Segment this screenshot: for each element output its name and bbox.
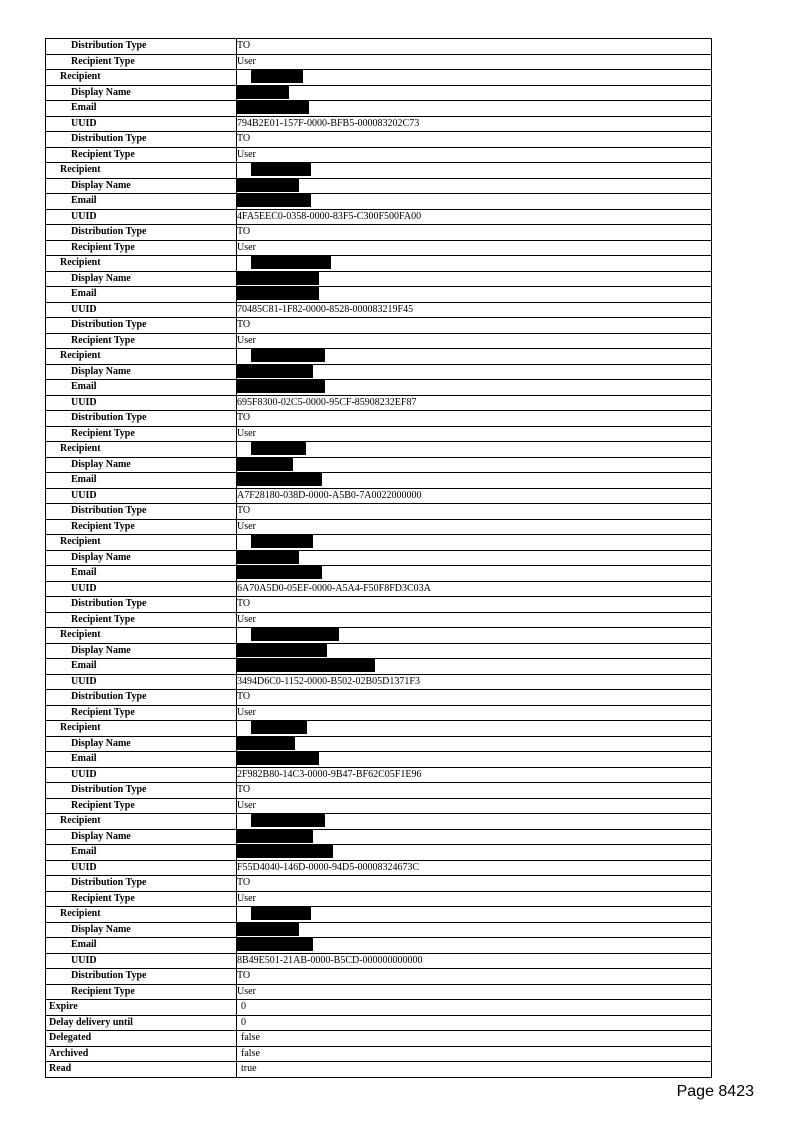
redaction-bar — [251, 70, 303, 83]
redaction-bar — [237, 86, 289, 99]
row-label: UUID — [46, 302, 237, 318]
table-row — [46, 860, 712, 876]
row-value — [237, 380, 712, 396]
row-value — [237, 566, 712, 582]
row-label: Display Name — [46, 457, 237, 473]
redaction-bar — [237, 380, 325, 393]
table-row — [46, 659, 712, 675]
redaction-bar — [237, 473, 322, 486]
table-row — [46, 767, 712, 783]
redaction-bar — [237, 365, 313, 378]
row-label: Display Name — [46, 829, 237, 845]
table-row — [46, 721, 712, 737]
row-value — [237, 922, 712, 938]
row-label: Distribution Type — [46, 690, 237, 706]
row-label: Recipient Type — [46, 984, 237, 1000]
row-value — [237, 194, 712, 210]
row-label: Recipient Type — [46, 891, 237, 907]
table-row — [46, 101, 712, 117]
redaction-bar — [237, 179, 299, 192]
row-value: TO — [237, 690, 712, 706]
table-row — [46, 876, 712, 892]
row-value: 0 — [237, 1015, 712, 1031]
table-row — [46, 674, 712, 690]
row-value — [237, 752, 712, 768]
redaction-bar — [237, 101, 309, 114]
table-row — [46, 1000, 712, 1016]
row-label: Recipient Type — [46, 798, 237, 814]
row-value — [237, 736, 712, 752]
redaction-bar — [237, 923, 299, 936]
redaction-bar — [237, 845, 333, 858]
redaction-bar — [251, 349, 325, 362]
row-label: Recipient Type — [46, 705, 237, 721]
redaction-bar — [237, 830, 313, 843]
redaction-bar — [237, 566, 322, 579]
row-label: Distribution Type — [46, 225, 237, 241]
table-row — [46, 907, 712, 923]
row-label: Email — [46, 659, 237, 675]
row-value: TO — [237, 318, 712, 334]
redaction-bar — [251, 628, 339, 641]
table-row — [46, 349, 712, 365]
row-value: TO — [237, 783, 712, 799]
row-value — [237, 550, 712, 566]
redaction-bar — [237, 737, 295, 750]
row-value — [237, 829, 712, 845]
table-row — [46, 147, 712, 163]
row-label: Email — [46, 287, 237, 303]
row-label: Email — [46, 194, 237, 210]
page-number: Page 8423 — [676, 1083, 754, 1100]
row-value — [237, 814, 712, 830]
row-label: Recipient Type — [46, 612, 237, 628]
row-label: Recipient Type — [46, 147, 237, 163]
redaction-bar — [251, 535, 313, 548]
row-value — [237, 907, 712, 923]
row-label: Display Name — [46, 85, 237, 101]
row-value: 4FA5EEC0-0358-0000-83F5-C300F500FA00 — [237, 209, 712, 225]
row-value — [237, 938, 712, 954]
redaction-bar — [251, 907, 311, 920]
row-value — [237, 457, 712, 473]
table-row — [46, 457, 712, 473]
table-row — [46, 85, 712, 101]
row-label: Email — [46, 845, 237, 861]
row-value — [237, 163, 712, 179]
row-label: UUID — [46, 767, 237, 783]
row-label: Distribution Type — [46, 969, 237, 985]
row-label: Distribution Type — [46, 876, 237, 892]
table-row — [46, 922, 712, 938]
table-row — [46, 54, 712, 70]
row-label: Display Name — [46, 178, 237, 194]
table-row — [46, 752, 712, 768]
table-row — [46, 1031, 712, 1047]
row-label: UUID — [46, 209, 237, 225]
row-value — [237, 535, 712, 551]
redaction-bar — [251, 721, 307, 734]
row-value — [237, 349, 712, 365]
table-row — [46, 736, 712, 752]
row-label: UUID — [46, 395, 237, 411]
table-row — [46, 1062, 712, 1078]
row-label: Email — [46, 938, 237, 954]
row-label: Email — [46, 566, 237, 582]
table-row — [46, 209, 712, 225]
row-value: TO — [237, 597, 712, 613]
row-value — [237, 70, 712, 86]
redaction-bar — [237, 194, 311, 207]
table-row — [46, 566, 712, 582]
row-value — [237, 721, 712, 737]
table-row — [46, 535, 712, 551]
table-row — [46, 271, 712, 287]
row-label: Recipient Type — [46, 426, 237, 442]
table-row — [46, 132, 712, 148]
redaction-bar — [237, 644, 327, 657]
row-value — [237, 643, 712, 659]
row-label: Distribution Type — [46, 318, 237, 334]
row-label: Email — [46, 101, 237, 117]
table-row — [46, 783, 712, 799]
table-row — [46, 256, 712, 272]
row-value: TO — [237, 876, 712, 892]
redaction-bar — [237, 551, 299, 564]
row-label: Expire — [46, 1000, 237, 1016]
row-value: TO — [237, 132, 712, 148]
row-label: Distribution Type — [46, 783, 237, 799]
table-row — [46, 488, 712, 504]
row-value — [237, 287, 712, 303]
table-row — [46, 287, 712, 303]
redaction-bar — [251, 163, 311, 176]
redaction-bar — [237, 458, 293, 471]
row-label: Display Name — [46, 643, 237, 659]
table-row — [46, 380, 712, 396]
row-label: Delegated — [46, 1031, 237, 1047]
row-value: false — [237, 1046, 712, 1062]
row-value — [237, 442, 712, 458]
table-row — [46, 690, 712, 706]
row-label: Email — [46, 473, 237, 489]
table-row — [46, 984, 712, 1000]
row-value — [237, 473, 712, 489]
table-row — [46, 364, 712, 380]
table-row — [46, 473, 712, 489]
row-label: Distribution Type — [46, 597, 237, 613]
row-label: UUID — [46, 581, 237, 597]
table-row — [46, 70, 712, 86]
redaction-bar — [237, 287, 319, 300]
row-value — [237, 85, 712, 101]
row-label: Recipient Type — [46, 240, 237, 256]
row-value: 3494D6C0-1152-0000-B502-02B05D1371F3 — [237, 674, 712, 690]
redaction-bar — [237, 938, 313, 951]
row-value — [237, 628, 712, 644]
table-row — [46, 550, 712, 566]
row-value: F55D4040-146D-0000-94D5-00008324673C — [237, 860, 712, 876]
table-row — [46, 581, 712, 597]
table-row — [46, 333, 712, 349]
row-label: UUID — [46, 674, 237, 690]
row-label: Display Name — [46, 364, 237, 380]
row-value — [237, 659, 712, 675]
table-row — [46, 1015, 712, 1031]
row-label: Recipient Type — [46, 333, 237, 349]
table-row — [46, 426, 712, 442]
table-row — [46, 628, 712, 644]
row-value: User — [237, 240, 712, 256]
row-value: 6A70A5D0-05EF-0000-A5A4-F50F8FD3C03A — [237, 581, 712, 597]
row-value: 794B2E01-157F-0000-BFB5-000083202C73 — [237, 116, 712, 132]
row-value: User — [237, 891, 712, 907]
row-label: UUID — [46, 953, 237, 969]
redaction-bar — [251, 814, 325, 827]
row-value: User — [237, 705, 712, 721]
redaction-bar — [251, 442, 306, 455]
row-value: User — [237, 54, 712, 70]
row-label: Distribution Type — [46, 132, 237, 148]
table-row — [46, 938, 712, 954]
table-row — [46, 178, 712, 194]
table-row — [46, 829, 712, 845]
table-row — [46, 395, 712, 411]
table-row — [46, 318, 712, 334]
row-value — [237, 364, 712, 380]
row-value: TO — [237, 969, 712, 985]
table-row — [46, 845, 712, 861]
row-value: User — [237, 426, 712, 442]
row-label: Recipient Type — [46, 519, 237, 535]
row-label: Email — [46, 380, 237, 396]
row-value: 70485C81-1F82-0000-8528-000083219F45 — [237, 302, 712, 318]
row-value: TO — [237, 411, 712, 427]
table-row — [46, 519, 712, 535]
table-row — [46, 240, 712, 256]
table-row — [46, 302, 712, 318]
row-value — [237, 271, 712, 287]
row-label: Recipient — [46, 256, 237, 272]
row-value: User — [237, 333, 712, 349]
row-value — [237, 178, 712, 194]
row-value: User — [237, 519, 712, 535]
redaction-bar — [237, 752, 319, 765]
table-row — [46, 116, 712, 132]
row-label: Read — [46, 1062, 237, 1078]
row-label: Display Name — [46, 271, 237, 287]
row-value: 695F8300-02C5-0000-95CF-85908232EF87 — [237, 395, 712, 411]
redaction-bar — [251, 256, 331, 269]
table-row — [46, 1046, 712, 1062]
table-row — [46, 953, 712, 969]
table-row — [46, 225, 712, 241]
row-value: TO — [237, 504, 712, 520]
table-row — [46, 597, 712, 613]
row-value: User — [237, 798, 712, 814]
row-label: Recipient — [46, 907, 237, 923]
properties-table — [45, 38, 712, 1078]
table-row — [46, 411, 712, 427]
row-value: A7F28180-038D-0000-A5B0-7A0022000000 — [237, 488, 712, 504]
row-value: User — [237, 984, 712, 1000]
row-value — [237, 101, 712, 117]
row-value: User — [237, 612, 712, 628]
row-value: true — [237, 1062, 712, 1078]
row-value: 8B49E501-21AB-0000-B5CD-000000000000 — [237, 953, 712, 969]
table-row — [46, 39, 712, 55]
row-label: Display Name — [46, 922, 237, 938]
table-row — [46, 814, 712, 830]
row-label: Recipient — [46, 814, 237, 830]
row-label: Recipient — [46, 163, 237, 179]
row-label: Recipient — [46, 442, 237, 458]
properties-table-body — [46, 39, 712, 1078]
row-label: Recipient — [46, 628, 237, 644]
row-label: Recipient — [46, 721, 237, 737]
row-value — [237, 845, 712, 861]
table-row — [46, 643, 712, 659]
row-label: Distribution Type — [46, 411, 237, 427]
row-label: UUID — [46, 488, 237, 504]
row-value: 2F982B80-14C3-0000-9B47-BF62C05F1E96 — [237, 767, 712, 783]
row-value — [237, 256, 712, 272]
row-label: Recipient Type — [46, 54, 237, 70]
row-value: TO — [237, 39, 712, 55]
row-label: UUID — [46, 860, 237, 876]
row-label: Distribution Type — [46, 39, 237, 55]
table-row — [46, 891, 712, 907]
table-row — [46, 194, 712, 210]
table-row — [46, 705, 712, 721]
table-row — [46, 798, 712, 814]
table-row — [46, 612, 712, 628]
row-value: 0 — [237, 1000, 712, 1016]
row-label: Delay delivery until — [46, 1015, 237, 1031]
row-label: Email — [46, 752, 237, 768]
row-value: User — [237, 147, 712, 163]
table-row — [46, 442, 712, 458]
table-row — [46, 969, 712, 985]
redaction-bar — [237, 659, 375, 672]
row-value: false — [237, 1031, 712, 1047]
row-label: Recipient — [46, 535, 237, 551]
redaction-bar — [237, 272, 319, 285]
row-label: Display Name — [46, 736, 237, 752]
row-label: Distribution Type — [46, 504, 237, 520]
row-label: UUID — [46, 116, 237, 132]
row-value: TO — [237, 225, 712, 241]
row-label: Recipient — [46, 349, 237, 365]
table-row — [46, 163, 712, 179]
row-label: Recipient — [46, 70, 237, 86]
row-label: Display Name — [46, 550, 237, 566]
table-row — [46, 504, 712, 520]
row-label: Archived — [46, 1046, 237, 1062]
